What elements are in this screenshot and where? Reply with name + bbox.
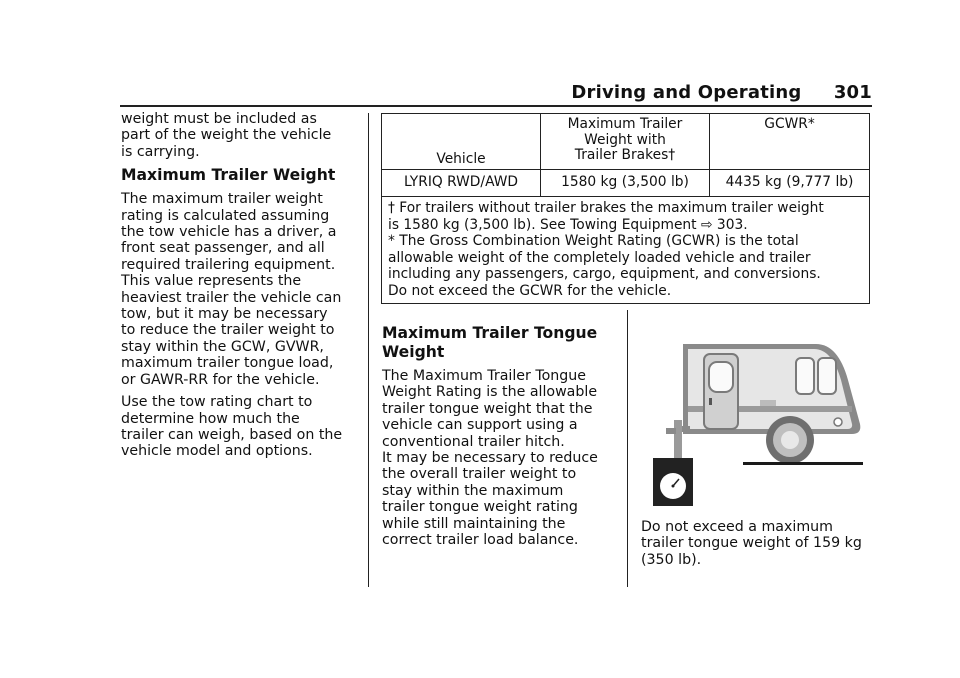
table-header-row: [382, 114, 870, 170]
cell-max-weight: 1580 kg (3,500 lb): [541, 170, 710, 197]
trailer-tongue-scale-icon: [648, 340, 870, 506]
table-notes-row: [382, 197, 870, 304]
column-divider-2: [627, 310, 628, 587]
figure-caption: [641, 519, 877, 574]
cell-vehicle: LYRIQ RWD/AWD: [382, 170, 541, 197]
page-number: 301: [833, 82, 872, 103]
header-gcwr: GCWR*: [710, 114, 870, 170]
caption-text: Do not exceed a maximum trailer tongue weight of 159 kg (350 lb).: [641, 519, 862, 568]
footnote-star-line-2: allowable weight of the completely loaded vehicle and trailer: [388, 249, 811, 266]
footnote-star-line-3: including any passengers, cargo, equipment, and conversions.: [388, 266, 821, 282]
tow-rating-paragraph: Use the tow rating chart to determine how much the trailer can weigh, based on the vehicle model and options.: [121, 394, 343, 460]
header-max-trailer-line-1: Maximum Trailer: [567, 116, 683, 132]
table-row: [382, 170, 870, 197]
header-max-trailer-weight: [541, 114, 710, 170]
table-footnotes: [382, 197, 870, 304]
page-header: [120, 80, 872, 107]
section-title: Driving and Operating: [571, 82, 802, 103]
footnote-star-line-4: Do not exceed the GCWR for the vehicle.: [388, 282, 672, 299]
header-max-trailer-line-3: Trailer Brakes†: [574, 147, 676, 163]
tongue-weight-paragraph: The Maximum Trailer Tongue Weight Rating is the allowable trailer tongue weight that the vehicle can support using a conventional trailer hitch. It may be necessary to reduce the overall trailer weight to stay within the maximum trailer tongue weight rating while still maintaining the correct trailer load balance.: [382, 368, 598, 549]
column-divider: [368, 113, 369, 587]
tow-rating-table: [381, 113, 870, 304]
column-left: [121, 111, 356, 466]
footnote-star-line-1: * The Gross Combination Weight Rating (GCWR) is the total: [388, 233, 799, 249]
footnote-dagger-line-2: is 1580 kg (3,500 lb). See Towing Equipment ⇨ 303.: [388, 216, 748, 233]
header-vehicle: Vehicle: [382, 114, 541, 170]
section-heading-max-trailer-weight: Maximum Trailer Weight: [121, 166, 336, 185]
column-middle: [382, 322, 614, 554]
max-trailer-weight-paragraph: The maximum trailer weight rating is calculated assuming the tow vehicle has a driver, a front seat passenger, and all required trailering equipment. This value represents the heaviest trailer the vehicle can tow, but it may be necessary to reduce the trailer weight to stay within the GCW, GVWR, maximum trailer tongue load, or GAWR-RR for the vehicle.: [121, 191, 342, 388]
intro-paragraph: weight must be included as part of the weight the vehicle is carrying.: [121, 111, 332, 160]
section-heading-tongue-weight: Maximum Trailer Tongue Weight: [382, 324, 598, 361]
page-header-title: [571, 82, 872, 103]
header-max-trailer-line-2: Weight with: [584, 131, 666, 148]
cell-gcwr: 4435 kg (9,777 lb): [710, 170, 870, 197]
footnote-dagger-line-1: † For trailers without trailer brakes the maximum trailer weight: [388, 200, 824, 216]
